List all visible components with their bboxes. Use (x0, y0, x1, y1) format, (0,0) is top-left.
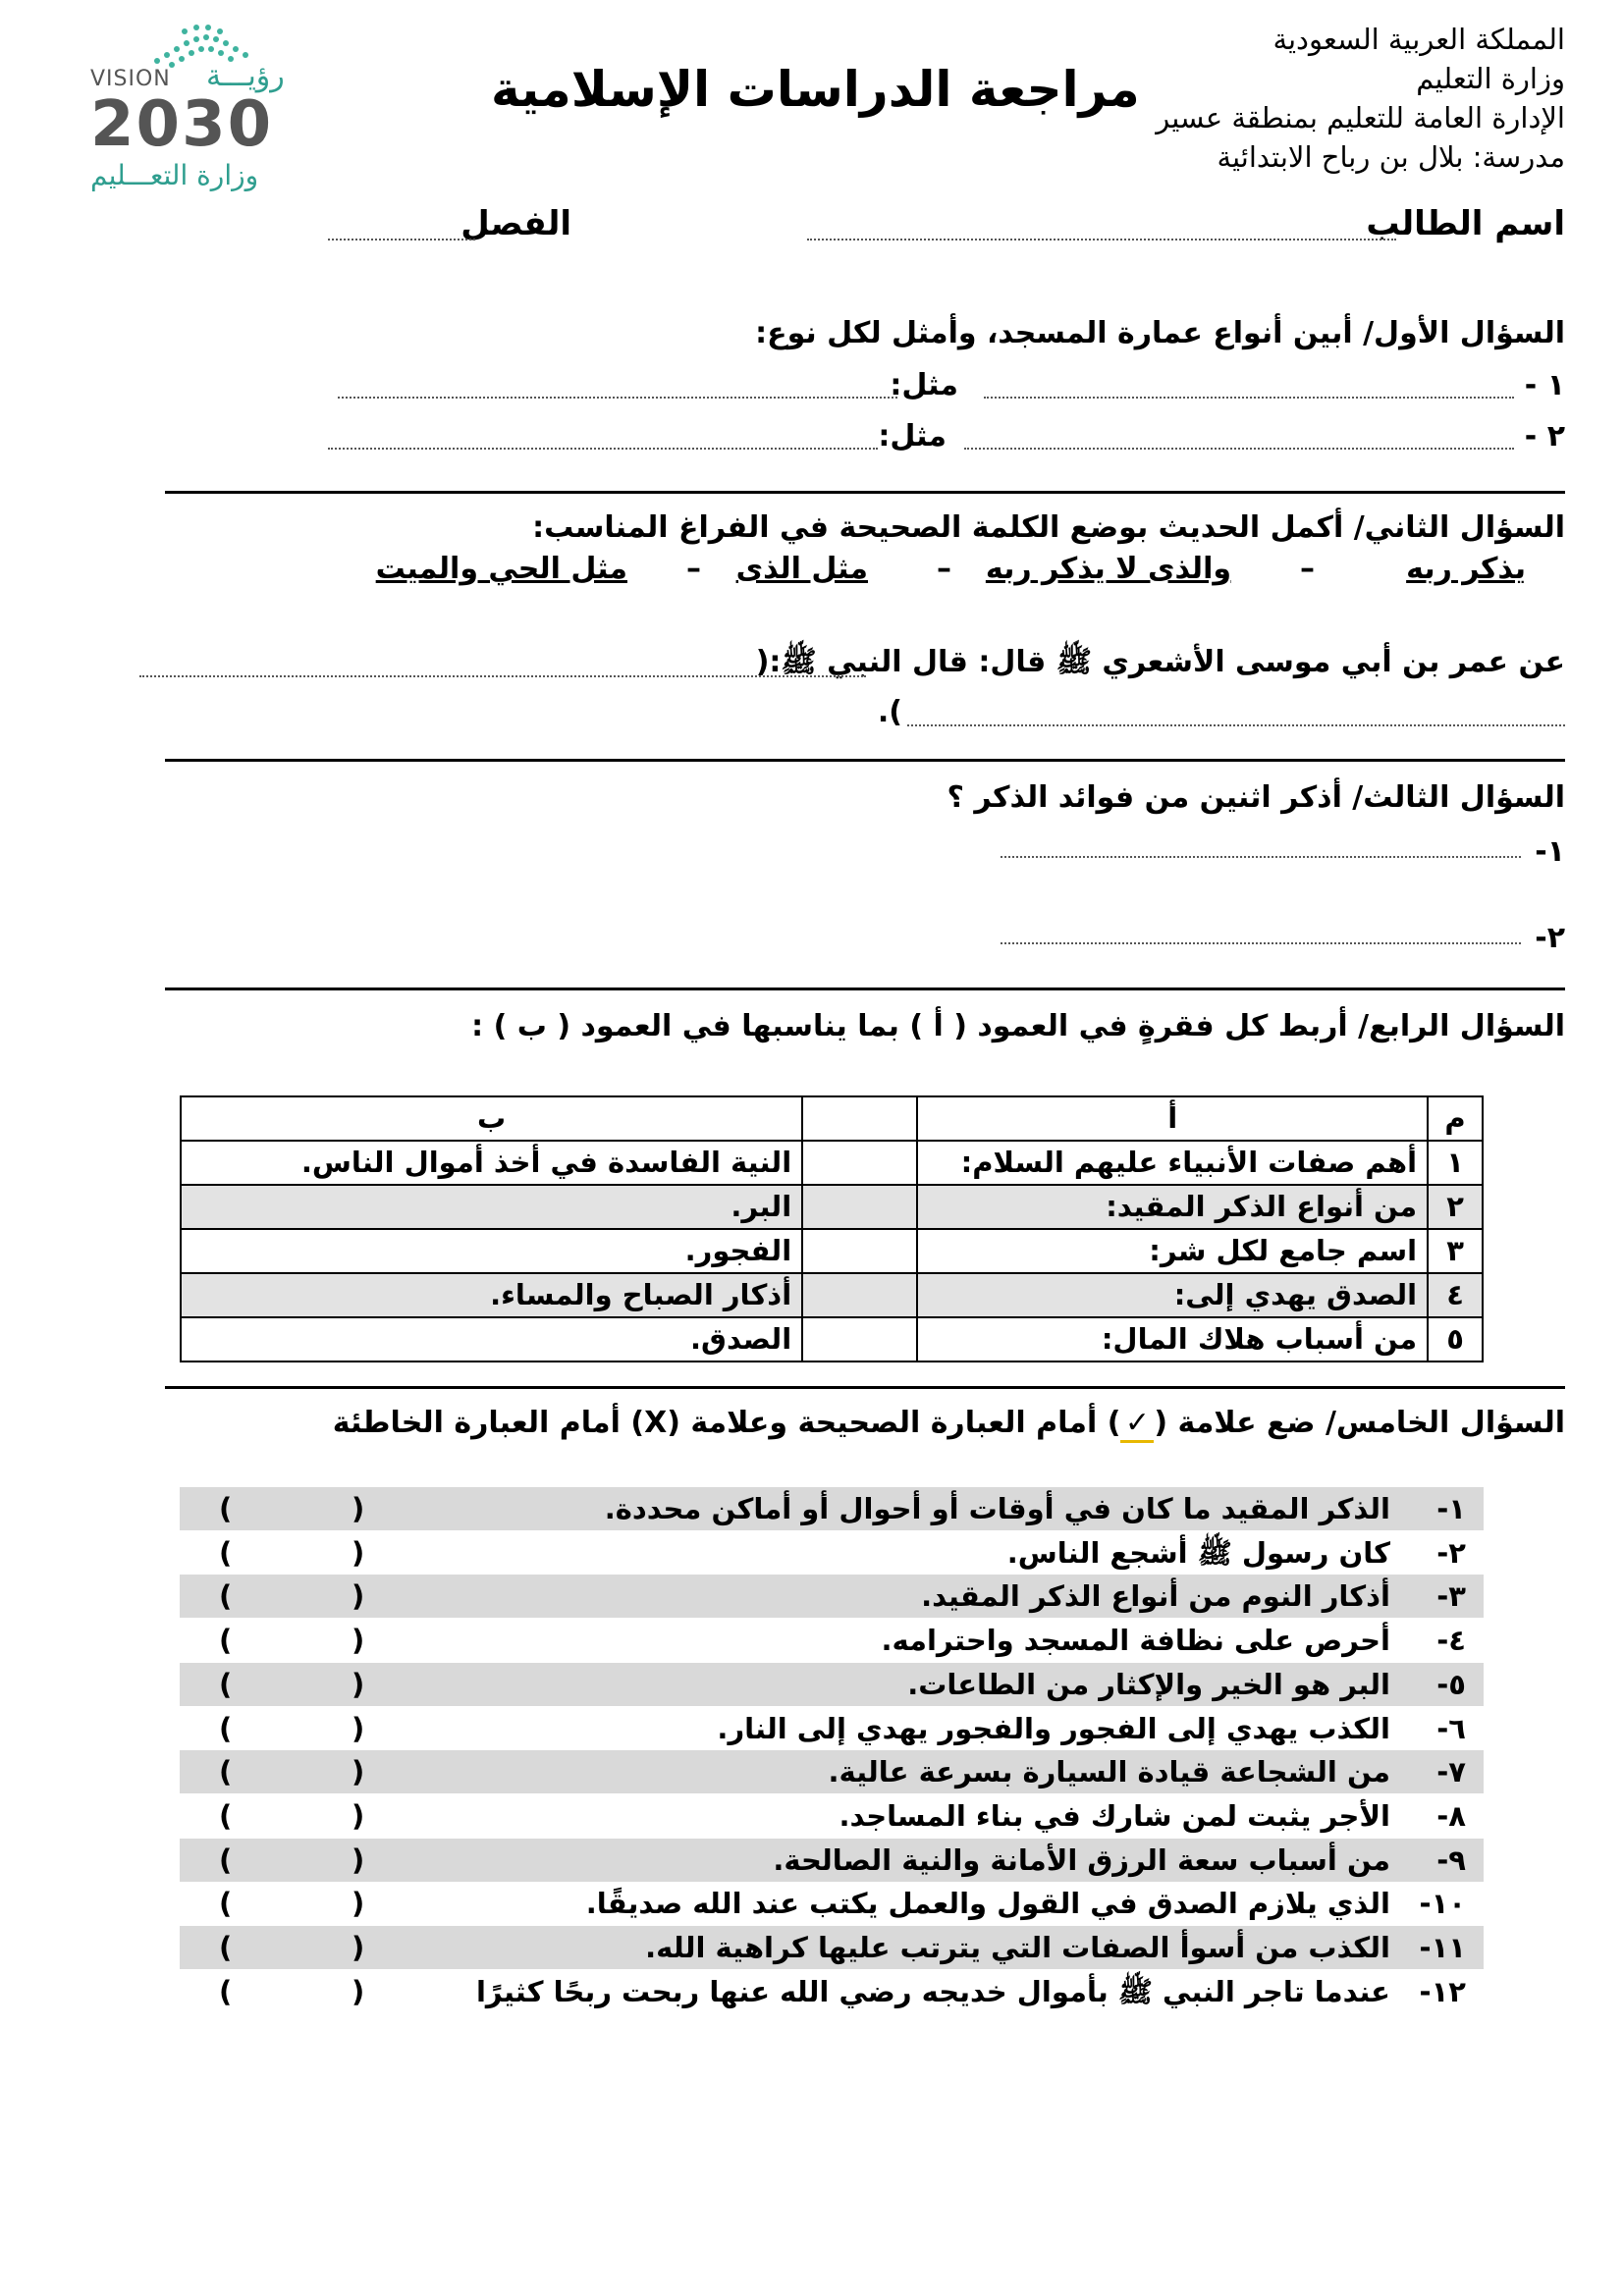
list-item (180, 1970, 1484, 2013)
q2-hadith-field-2[interactable] (907, 724, 1565, 726)
q1-example-label-1: مثل: (890, 368, 958, 402)
list-item (180, 1926, 1484, 1969)
q2-hadith-field-1[interactable] (139, 675, 866, 677)
answer-paren-close: ) (219, 1492, 233, 1525)
q2-word-3: مثل الذى (735, 552, 868, 586)
table-row (181, 1141, 1483, 1185)
row-num: ٢ (1428, 1185, 1483, 1229)
checkmark-icon: ✓ (1120, 1406, 1154, 1443)
q3-prompt: السؤال الثالث/ أذكر اثنين من فوائد الذكر ؟ (947, 780, 1565, 815)
answer-paren-close: ) (219, 1579, 233, 1614)
q2-separator: – (937, 552, 951, 586)
row-num: ٥ (1428, 1317, 1483, 1362)
table-row (181, 1273, 1483, 1317)
q2-hadith-end: ). (877, 695, 902, 729)
list-item (180, 1663, 1484, 1706)
q2-separator: – (1300, 552, 1315, 586)
q4-prompt: السؤال الرابع/ أربط كل فقرةٍ في العمود ( أ ) بما يناسبها في العمود ( ب ) : (471, 1009, 1565, 1043)
list-item (180, 1487, 1484, 1530)
answer-paren-close: ) (219, 1887, 233, 1921)
item-statement: من أسباب سعة الرزق الأمانة والنية الصالحة. (773, 1842, 1390, 1877)
answer-paren-open[interactable]: ( (352, 1624, 365, 1658)
answer-paren-open[interactable]: ( (352, 1579, 365, 1614)
divider (165, 1386, 1565, 1389)
q5-prompt-part-1: السؤال الخامس/ ضع علامة ( (1154, 1406, 1565, 1440)
row-num: ٤ (1428, 1273, 1483, 1317)
item-number: ٣- (1436, 1579, 1466, 1614)
q2-word-bank (190, 552, 1565, 597)
q1-item-1: ١ - (1524, 368, 1565, 402)
answer-paren-open[interactable]: ( (352, 1931, 365, 1964)
item-number: ٢- (1436, 1535, 1466, 1570)
row-num: ١ (1428, 1141, 1483, 1185)
row-num: ٣ (1428, 1229, 1483, 1273)
q2-separator: – (686, 552, 701, 586)
col-a-item: الصدق يهدي إلى: (917, 1273, 1428, 1317)
item-statement: الذكر المقيد ما كان في أوقات أو أحوال أو أماكن محددة. (604, 1492, 1390, 1525)
answer-paren-close: ) (219, 1667, 233, 1701)
divider (165, 491, 1565, 494)
page-title: مراجعة الدراسات الإسلامية (491, 61, 1140, 118)
item-number: ٦- (1436, 1711, 1466, 1745)
list-item (180, 1882, 1484, 1925)
answer-cell[interactable] (802, 1229, 917, 1273)
answer-paren-close: ) (219, 1931, 233, 1964)
answer-paren-close: ) (219, 1798, 233, 1833)
answer-cell[interactable] (802, 1185, 917, 1229)
item-statement: الكذب من أسوأ الصفات التي يترتب عليها كراهية الله. (645, 1931, 1390, 1964)
logo-ruya-text: رؤيـــة (206, 59, 285, 93)
q3-answer-2[interactable] (1001, 942, 1521, 944)
table-row (181, 1229, 1483, 1273)
divider (165, 759, 1565, 762)
header-country: المملكة العربية السعودية (1272, 23, 1565, 56)
item-number: ١٠- (1419, 1887, 1466, 1921)
vision-2030-logo (88, 20, 324, 191)
logo-vision-text: VISION (90, 67, 171, 91)
answer-cell[interactable] (802, 1141, 917, 1185)
item-number: ٥- (1436, 1667, 1466, 1701)
header-col-b: ب (181, 1096, 802, 1141)
class-label: الفصل (460, 204, 571, 243)
col-b-item: البر. (181, 1185, 802, 1229)
q3-item-2: ٢- (1535, 921, 1565, 955)
q5-prompt-part-2: ) أمام العبارة الصحيحة وعلامة (X) أمام العبارة الخاطئة (332, 1406, 1121, 1440)
item-number: ١٢- (1419, 1974, 1466, 2008)
item-statement: البر هو الخير والإكثار من الطاعات. (907, 1667, 1390, 1701)
q5-prompt (333, 1406, 1565, 1443)
header-ministry: وزارة التعليم (1416, 62, 1565, 95)
list-item (180, 1531, 1484, 1575)
answer-paren-open[interactable]: ( (352, 1492, 365, 1525)
q1-example-label-2: مثل: (878, 419, 947, 454)
col-b-item: النية الفاسدة في أخذ أموال الناس. (181, 1141, 802, 1185)
item-statement: أذكار النوم من أنواع الذكر المقيد. (921, 1579, 1390, 1614)
answer-paren-close: ) (219, 1755, 233, 1789)
item-statement: الكذب يهدي إلى الفجور والفجور يهدي إلى النار. (717, 1711, 1390, 1745)
col-a-item: اسم جامع لكل شر: (917, 1229, 1428, 1273)
q1-example-2[interactable] (328, 448, 878, 450)
answer-paren-open[interactable]: ( (352, 1887, 365, 1921)
q2-prompt: السؤال الثاني/ أكمل الحديث بوضع الكلمة الصحيحة في الفراغ المناسب: (532, 510, 1565, 545)
header-num: م (1428, 1096, 1483, 1141)
answer-paren-open[interactable]: ( (352, 1535, 365, 1570)
divider (165, 988, 1565, 990)
item-number: ٨- (1436, 1798, 1466, 1833)
list-item (180, 1707, 1484, 1750)
answer-paren-open[interactable]: ( (352, 1842, 365, 1877)
answer-paren-close: ) (219, 1974, 233, 2008)
answer-paren-open[interactable]: ( (352, 1798, 365, 1833)
col-a-item: من أسباب هلاك المال: (917, 1317, 1428, 1362)
q2-word-2: والذى لا يذكر ربه (985, 552, 1231, 586)
item-number: ٤- (1436, 1624, 1466, 1658)
answer-paren-close: ) (219, 1535, 233, 1570)
item-statement: عندما تاجر النبي ﷺ بأموال خديجه رضي الله عنها ربحت ربحًا كثيرًا (475, 1974, 1390, 2008)
item-number: ١- (1436, 1492, 1466, 1525)
col-b-item: أذكار الصباح والمساء. (181, 1273, 802, 1317)
student-name-field[interactable] (807, 239, 1396, 240)
item-statement: الأجر يثبت لمن شارك في بناء المساجد. (839, 1798, 1390, 1833)
item-statement: من الشجاعة قيادة السيارة بسرعة عالية. (828, 1755, 1390, 1789)
answer-paren-open[interactable]: ( (352, 1711, 365, 1745)
q2-word-1: يذكر ربه (1406, 552, 1526, 586)
item-number: ٧- (1436, 1755, 1466, 1789)
answer-cell[interactable] (802, 1273, 917, 1317)
header-school: مدرسة: بلال بن رباح الابتدائية (1217, 140, 1565, 174)
header-directorate: الإدارة العامة للتعليم بمنطقة عسير (1156, 101, 1565, 134)
matching-table (180, 1095, 1484, 1362)
list-item (180, 1794, 1484, 1838)
answer-paren-open[interactable]: ( (352, 1755, 365, 1789)
table-row (181, 1317, 1483, 1362)
table-header-row (181, 1096, 1483, 1141)
list-item (180, 1619, 1484, 1662)
answer-paren-close: ) (219, 1842, 233, 1877)
q1-answer-1[interactable] (984, 397, 1514, 399)
answer-paren-open[interactable]: ( (352, 1974, 365, 2008)
answer-paren-open[interactable]: ( (352, 1667, 365, 1701)
logo-ministry-text: وزارة التعـــليم (90, 159, 259, 191)
answer-paren-close: ) (219, 1711, 233, 1745)
q1-prompt: السؤال الأول/ أبين أنواع عمارة المسجد، وأمثل لكل نوع: (755, 316, 1565, 350)
col-b-item: الفجور. (181, 1229, 802, 1273)
q3-answer-1[interactable] (1001, 856, 1521, 858)
col-a-item: أهم صفات الأنبياء عليهم السلام: (917, 1141, 1428, 1185)
student-name-label: اسم الطالب (1366, 204, 1565, 243)
item-statement: أحرص على نظافة المسجد واحترامه. (881, 1624, 1390, 1658)
answer-paren-close: ) (219, 1624, 233, 1658)
answer-cell[interactable] (802, 1317, 917, 1362)
item-statement: كان رسول ﷺ أشجع الناس. (1006, 1535, 1390, 1570)
item-number: ١١- (1419, 1931, 1466, 1964)
list-item (180, 1839, 1484, 1882)
col-a-item: من أنواع الذكر المقيد: (917, 1185, 1428, 1229)
header-answer (802, 1096, 917, 1141)
q1-item-2: ٢ - (1524, 419, 1565, 454)
header-col-a: أ (917, 1096, 1428, 1141)
item-number: ٩- (1436, 1842, 1466, 1877)
q2-hadith-start: عن عمر بن أبي موسى الأشعري ﷺ قال: قال النبي ﷺ:( (755, 645, 1565, 679)
logo-year: 2030 (90, 88, 274, 161)
list-item (180, 1750, 1484, 1793)
q2-word-4: مثل الحي والميت (375, 552, 627, 586)
q3-item-1: ١- (1535, 834, 1565, 869)
item-statement: الذي يلازم الصدق في القول والعمل يكتب عند الله صديقًا. (585, 1887, 1390, 1921)
col-b-item: الصدق. (181, 1317, 802, 1362)
q1-example-1[interactable] (338, 397, 897, 399)
list-item (180, 1575, 1484, 1618)
table-row (181, 1185, 1483, 1229)
class-field[interactable] (328, 239, 475, 240)
q1-answer-2[interactable] (964, 448, 1514, 450)
